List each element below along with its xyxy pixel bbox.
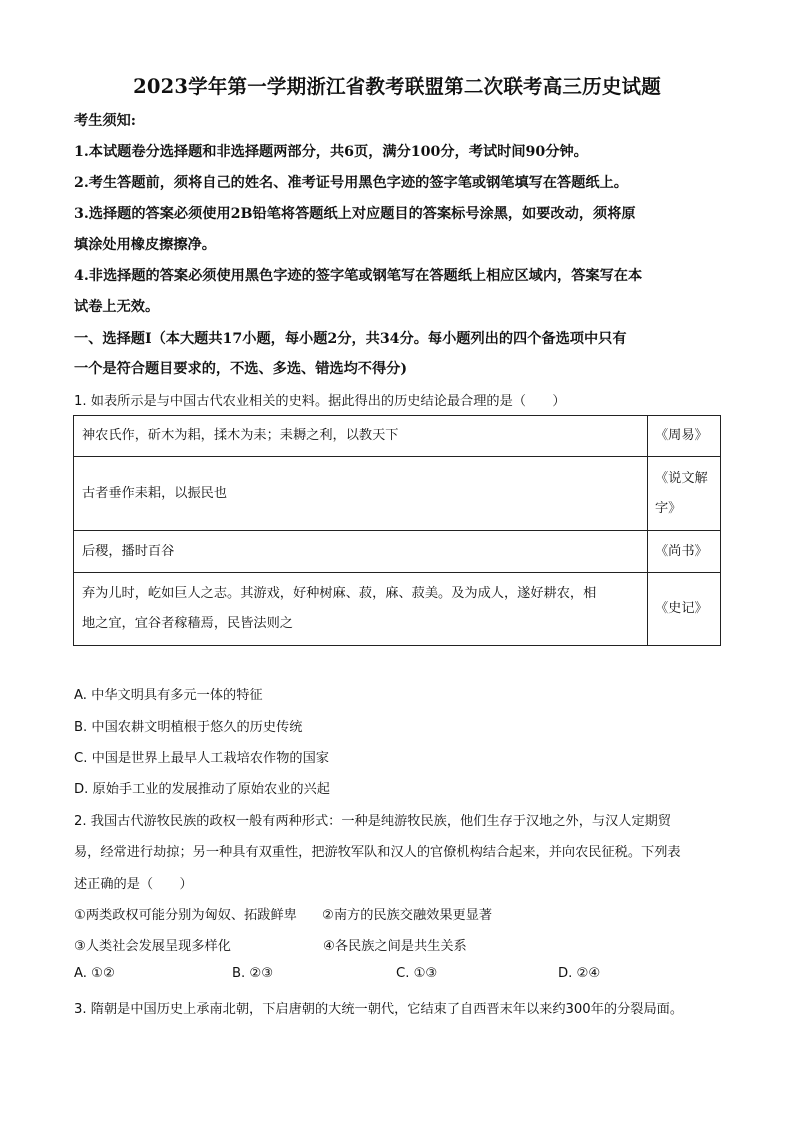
- q2-statement-1: ①两类政权可能分别为匈奴、拓跋鲜卑: [74, 908, 297, 923]
- table-cell-text: 古者垂作耒耜，以振民也: [74, 457, 648, 531]
- notice-item-4: 4.非选择题的答案必须使用黑色字迹的签字笔或钢笔写在答题纸上相应区域内，答案写在本: [74, 268, 643, 284]
- table-cell-text: 后稷，播时百谷: [74, 531, 648, 573]
- question-2-stem-line1: 2. 我国古代游牧民族的政权一般有两种形式：一种是纯游牧民族，他们生存于汉地之外，与汉人定期贸: [74, 814, 672, 829]
- q2-statement-2: ②南方的民族交融效果更显著: [322, 908, 493, 923]
- notice-item-4-cont: 试卷上无效。: [74, 299, 160, 315]
- question-3-stem: 3. 隋朝是中国历史上承南北朝，下启唐朝的大统一朝代，它结束了自西晋末年以来约300年的分裂局面。: [74, 1002, 684, 1017]
- q2-option-a: A. ①②: [74, 966, 115, 981]
- table-row: [74, 531, 721, 573]
- q1-option-c: C. 中国是世界上最早人工栽培农作物的国家: [74, 751, 329, 766]
- table-row: [74, 573, 721, 646]
- q1-option-d: D. 原始手工业的发展推动了原始农业的兴起: [74, 782, 330, 797]
- q2-statement-3: ③人类社会发展呈现多样化: [74, 939, 231, 954]
- table-cell-text: 神农氏作，斫木为耜，揉木为耒；耒耨之利，以教天下: [74, 416, 648, 457]
- table-cell-text: 弃为儿时，屹如巨人之志。其游戏，好种树麻、菽，麻、菽美。及为成人，遂好耕农，相 地之宜，宜谷者稼穑焉，民皆法则之: [74, 573, 648, 646]
- question-2-stem-line2: 易，经常进行劫掠；另一种具有双重性，把游牧军队和汉人的官僚机构结合起来，并向农民征税。下列表: [74, 845, 681, 860]
- q2-option-d: D. ②④: [558, 966, 601, 981]
- section-heading-line2: 一个是符合题目要求的，不选、多选、错选均不得分): [74, 361, 408, 377]
- notice-item-3-cont: 填涂处用橡皮擦擦净。: [74, 237, 216, 253]
- question-2-stem-line3: 述正确的是（ ）: [74, 877, 193, 892]
- source-table: [73, 415, 721, 646]
- q2-option-b: B. ②③: [232, 966, 274, 981]
- section-heading-line1: 一、选择题Ⅰ（本大题共17小题，每小题2分，共34分。每小题列出的四个备选项中只有: [74, 331, 627, 347]
- q2-option-c: C. ①③: [396, 966, 438, 981]
- q2-statement-4: ④各民族之间是共生关系: [323, 939, 467, 954]
- table-cell-book: 《史记》: [648, 573, 721, 646]
- table-cell-book: 《尚书》: [648, 531, 721, 573]
- notice-item-1: 1.本试题卷分选择题和非选择题两部分，共6页，满分100分，考试时间90分钟。: [74, 144, 588, 160]
- notice-item-2: 2.考生答题前，须将自己的姓名、准考证号用黑色字迹的签字笔或钢笔填写在答题纸上。: [74, 175, 628, 191]
- q1-option-a: A. 中华文明具有多元一体的特征: [74, 688, 263, 703]
- table-row: [74, 416, 721, 457]
- notice-heading: 考生须知:: [74, 113, 136, 129]
- q1-option-b: B. 中国农耕文明植根于悠久的历史传统: [74, 720, 303, 735]
- table-row: [74, 457, 721, 531]
- table-cell-book: 《周易》: [648, 416, 721, 457]
- table-cell-book: 《说文解 字》: [648, 457, 721, 531]
- notice-item-3: 3.选择题的答案必须使用2B铅笔将答题纸上对应题目的答案标号涂黑，如要改动，须将原: [74, 206, 636, 222]
- question-1-stem: 1. 如表所示是与中国古代农业相关的史料。据此得出的历史结论最合理的是（ ）: [74, 394, 566, 409]
- page-title: 2023学年第一学期浙江省教考联盟第二次联考高三历史试题: [133, 75, 661, 98]
